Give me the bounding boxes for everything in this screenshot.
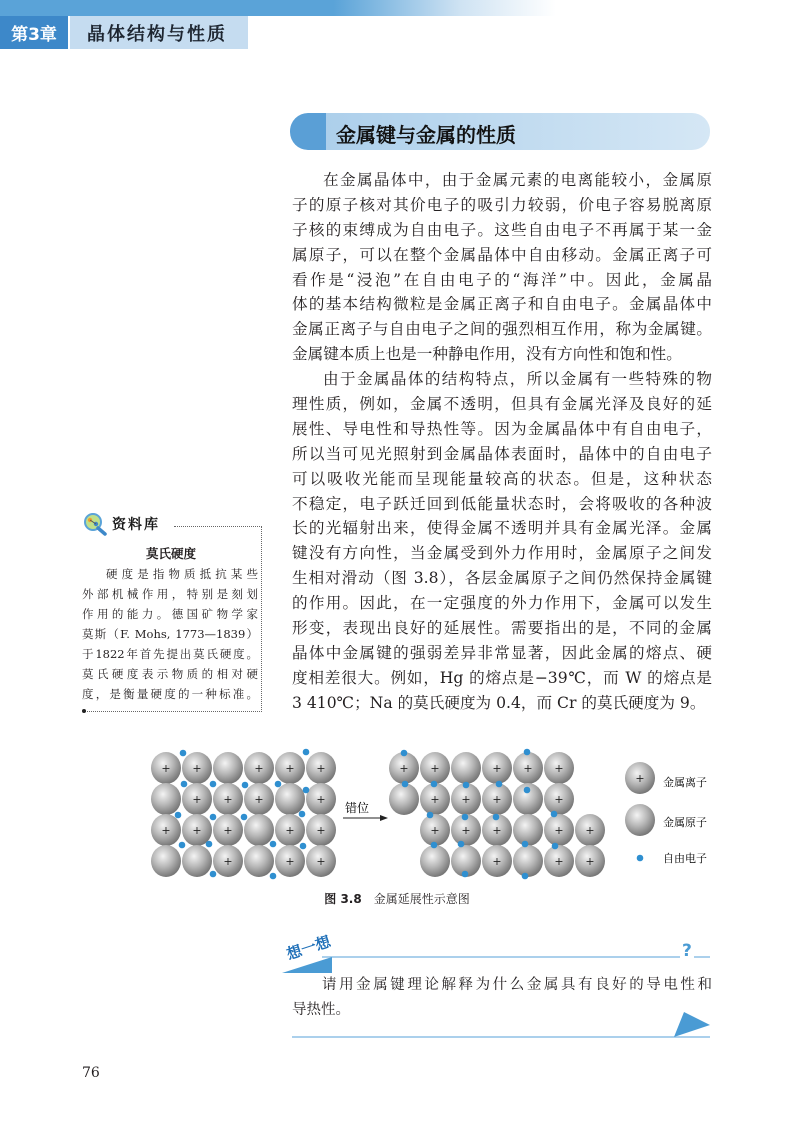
question-line: 导热性。 bbox=[292, 1002, 350, 1018]
legend-atom-sphere bbox=[625, 804, 655, 836]
plus-sign: + bbox=[254, 793, 264, 806]
arrow-label: 错位 bbox=[345, 801, 370, 815]
section-title-bar bbox=[290, 113, 710, 150]
text-line: 看作是“浸泡”在自由电子的“海洋”中。因此，金属晶 bbox=[292, 270, 712, 289]
metal-atom bbox=[389, 783, 419, 815]
text-line: 金属键本质上也是一种静电作用，没有方向性和饱和性。 bbox=[292, 345, 682, 364]
text-line: 度相差很大。例如，Hg 的熔点是−39℃，而 W 的熔点是 bbox=[292, 668, 712, 687]
free-electron bbox=[210, 814, 217, 821]
free-electron bbox=[242, 782, 249, 789]
plus-sign: + bbox=[430, 824, 440, 837]
free-electron bbox=[522, 873, 529, 880]
plus-sign: + bbox=[492, 793, 502, 806]
figure-metal-ductility bbox=[0, 740, 794, 880]
text-line: 晶体中金属键的强弱差异非常显著，因此金属的熔点、硬 bbox=[292, 643, 712, 662]
dotted-border-bottom bbox=[84, 711, 262, 712]
plus-sign: + bbox=[492, 824, 502, 837]
free-electron bbox=[299, 811, 306, 818]
metal-atom bbox=[151, 845, 181, 877]
free-electron bbox=[427, 812, 434, 819]
metal-atom bbox=[275, 783, 305, 815]
metal-atom bbox=[244, 845, 274, 877]
free-electron bbox=[210, 781, 217, 788]
free-electron bbox=[175, 812, 182, 819]
free-electron bbox=[493, 814, 500, 821]
text-line: 金属正离子与自由电子之间的强烈相互作用，称为金属键。 bbox=[292, 320, 712, 339]
plus-sign: + bbox=[285, 762, 295, 775]
legend-ion: 金属离子 bbox=[663, 776, 707, 789]
legend-electron: 自由电子 bbox=[663, 852, 707, 865]
metal-atom bbox=[451, 752, 481, 784]
plus-sign: + bbox=[461, 824, 471, 837]
question-line: 请用金属键理论解释为什么金属具有良好的导电性和 bbox=[322, 977, 712, 993]
free-electron bbox=[402, 781, 409, 788]
plus-sign: + bbox=[285, 824, 295, 837]
text-line: 理性质，例如，金属不透明，但具有金属光泽及良好的延 bbox=[292, 395, 712, 414]
figure-number: 图 3.8 bbox=[324, 892, 362, 906]
text-line: 由于金属晶体的结构特点，所以金属有一些特殊的物 bbox=[323, 370, 712, 389]
sidebar-line: 莫氏硬度表示物质的相对硬 bbox=[82, 667, 258, 681]
metal-atom bbox=[420, 845, 450, 877]
free-electron bbox=[462, 871, 469, 878]
chapter-label: 第3章 bbox=[0, 16, 68, 49]
text-line: 属原子，可以在整个金属晶体中自由移动。金属正离子可 bbox=[292, 245, 712, 264]
free-electron bbox=[496, 781, 503, 788]
plus-sign: + bbox=[430, 793, 440, 806]
sidebar-line: 外部机械作用，特别是刻划 bbox=[82, 587, 258, 601]
chapter-title: 晶体结构与性质 bbox=[70, 16, 248, 49]
plus-sign: + bbox=[585, 855, 595, 868]
legend-atom: 金属原子 bbox=[663, 816, 707, 829]
free-electron bbox=[431, 781, 438, 788]
magnifier-molecule-icon bbox=[82, 512, 108, 536]
free-electron bbox=[180, 750, 187, 757]
plus-sign: + bbox=[223, 855, 233, 868]
free-electron bbox=[275, 781, 282, 788]
sidebar-line: 作用的能力。德国矿物学家 bbox=[82, 607, 258, 621]
plus-sign: + bbox=[430, 762, 440, 775]
sidebar-resource-box bbox=[82, 512, 262, 712]
text-line: 展性、导电性和导热性等。因为金属晶体中有自由电子， bbox=[292, 419, 712, 438]
arrow-head bbox=[380, 815, 388, 821]
free-electron bbox=[524, 787, 531, 794]
free-electron bbox=[551, 811, 558, 818]
text-line: 键没有方向性，当金属受到外力作用时，金属原子之间发 bbox=[292, 544, 712, 563]
think-label: 想一想 bbox=[284, 932, 333, 964]
plus-sign: + bbox=[461, 793, 471, 806]
metal-atom bbox=[213, 752, 243, 784]
section-title: 金属键与金属的性质 bbox=[336, 123, 516, 147]
plus-sign: + bbox=[523, 762, 533, 775]
free-electron bbox=[463, 782, 470, 789]
free-electron bbox=[637, 855, 644, 862]
metal-atom bbox=[244, 814, 274, 846]
free-electron bbox=[431, 842, 438, 849]
title-cap bbox=[290, 113, 326, 150]
text-line: 子的原子核对其价电子的吸引力较弱，价电子容易脱离原 bbox=[292, 195, 712, 214]
free-electron bbox=[303, 749, 310, 756]
plus-sign: + bbox=[554, 824, 564, 837]
plus-sign: + bbox=[223, 824, 233, 837]
free-electron bbox=[181, 781, 188, 788]
plus-sign: + bbox=[161, 762, 171, 775]
think-box bbox=[282, 925, 712, 1040]
plus-sign: + bbox=[254, 762, 264, 775]
plus-sign: + bbox=[554, 762, 564, 775]
sidebar-label: 资料库 bbox=[112, 517, 160, 533]
plus-sign: + bbox=[554, 793, 564, 806]
sidebar-line: 于1822年首先提出莫氏硬度。 bbox=[82, 647, 258, 661]
free-electron bbox=[462, 814, 469, 821]
free-electron bbox=[270, 873, 277, 880]
main-text bbox=[292, 168, 712, 716]
sidebar-header bbox=[82, 512, 160, 536]
plus-sign: + bbox=[161, 824, 171, 837]
text-line: 不稳定，电子跃迁回到低能量状态时，会将吸收的各种波 bbox=[292, 494, 712, 513]
figure-caption bbox=[0, 890, 794, 907]
sidebar-body bbox=[82, 564, 258, 704]
question-mark-icon: ? bbox=[682, 941, 692, 961]
text-line: 3 410℃；Na 的莫氏硬度为 0.4，而 Cr 的莫氏硬度为 9。 bbox=[292, 693, 706, 712]
free-electron bbox=[401, 750, 408, 757]
plus-sign: + bbox=[192, 793, 202, 806]
free-electron bbox=[210, 871, 217, 878]
text-line: 体的基本结构微粒是金属正离子和自由电子。金属晶体中 bbox=[292, 295, 712, 314]
text-line: 可以吸收光能而呈现能量较高的状态。但是，这种状态 bbox=[292, 469, 712, 488]
free-electron bbox=[303, 787, 310, 794]
plus-sign: + bbox=[399, 762, 409, 775]
plus-sign: + bbox=[492, 762, 502, 775]
metal-atom bbox=[513, 845, 543, 877]
plus-sign: + bbox=[316, 824, 326, 837]
plus-sign: + bbox=[316, 762, 326, 775]
plus-sign: + bbox=[316, 855, 326, 868]
text-line: 的作用。因此，在一定强度的外力作用下，金属可以发生 bbox=[292, 594, 712, 613]
plus-sign: + bbox=[316, 793, 326, 806]
plus-sign: + bbox=[192, 762, 202, 775]
plus-sign: + bbox=[635, 772, 645, 785]
sidebar-line: 硬度是指物质抵抗某些 bbox=[106, 567, 258, 581]
figure-caption-text: 金属延展性示意图 bbox=[373, 892, 470, 906]
plus-sign: + bbox=[585, 824, 595, 837]
free-electron bbox=[270, 841, 277, 848]
plus-sign: + bbox=[192, 824, 202, 837]
free-electron bbox=[241, 814, 248, 821]
metal-atom bbox=[151, 783, 181, 815]
text-line: 生相对滑动（图 3.8），各层金属原子之间仍然保持金属键 bbox=[292, 569, 712, 588]
text-line: 长的光辐射出来，使得金属不透明并具有金属光泽。金属 bbox=[292, 519, 712, 538]
plus-sign: + bbox=[554, 855, 564, 868]
metal-atom bbox=[513, 814, 543, 846]
plus-sign: + bbox=[223, 793, 233, 806]
free-electron bbox=[300, 843, 307, 850]
think-question bbox=[292, 973, 712, 1023]
free-electron bbox=[522, 841, 529, 848]
free-electron bbox=[458, 841, 465, 848]
page-number: 76 bbox=[82, 1065, 100, 1081]
metal-atom bbox=[182, 845, 212, 877]
text-line: 在金属晶体中，由于金属元素的电离能较小，金属原 bbox=[323, 171, 712, 189]
free-electron bbox=[179, 842, 186, 849]
free-electron bbox=[552, 843, 559, 850]
free-electron bbox=[524, 749, 531, 756]
plus-sign: + bbox=[492, 855, 502, 868]
sidebar-title: 莫氏硬度 bbox=[145, 546, 196, 561]
header-band bbox=[0, 0, 794, 16]
text-line: 形变，表现出良好的延展性。需要指出的是，不同的金属 bbox=[292, 619, 712, 638]
text-line: 所以当可见光照射到金属晶体表面时，晶体中的自由电子 bbox=[292, 444, 712, 463]
free-electron bbox=[206, 841, 213, 848]
sidebar-line: 莫斯（F. Mohs, 1773—1839） bbox=[82, 627, 258, 641]
text-line: 子核的束缚成为自由电子。这些自由电子不再属于某一金 bbox=[292, 220, 712, 239]
sidebar-line: 度，是衡量硬度的一种标准。 bbox=[82, 687, 258, 701]
plus-sign: + bbox=[285, 855, 295, 868]
